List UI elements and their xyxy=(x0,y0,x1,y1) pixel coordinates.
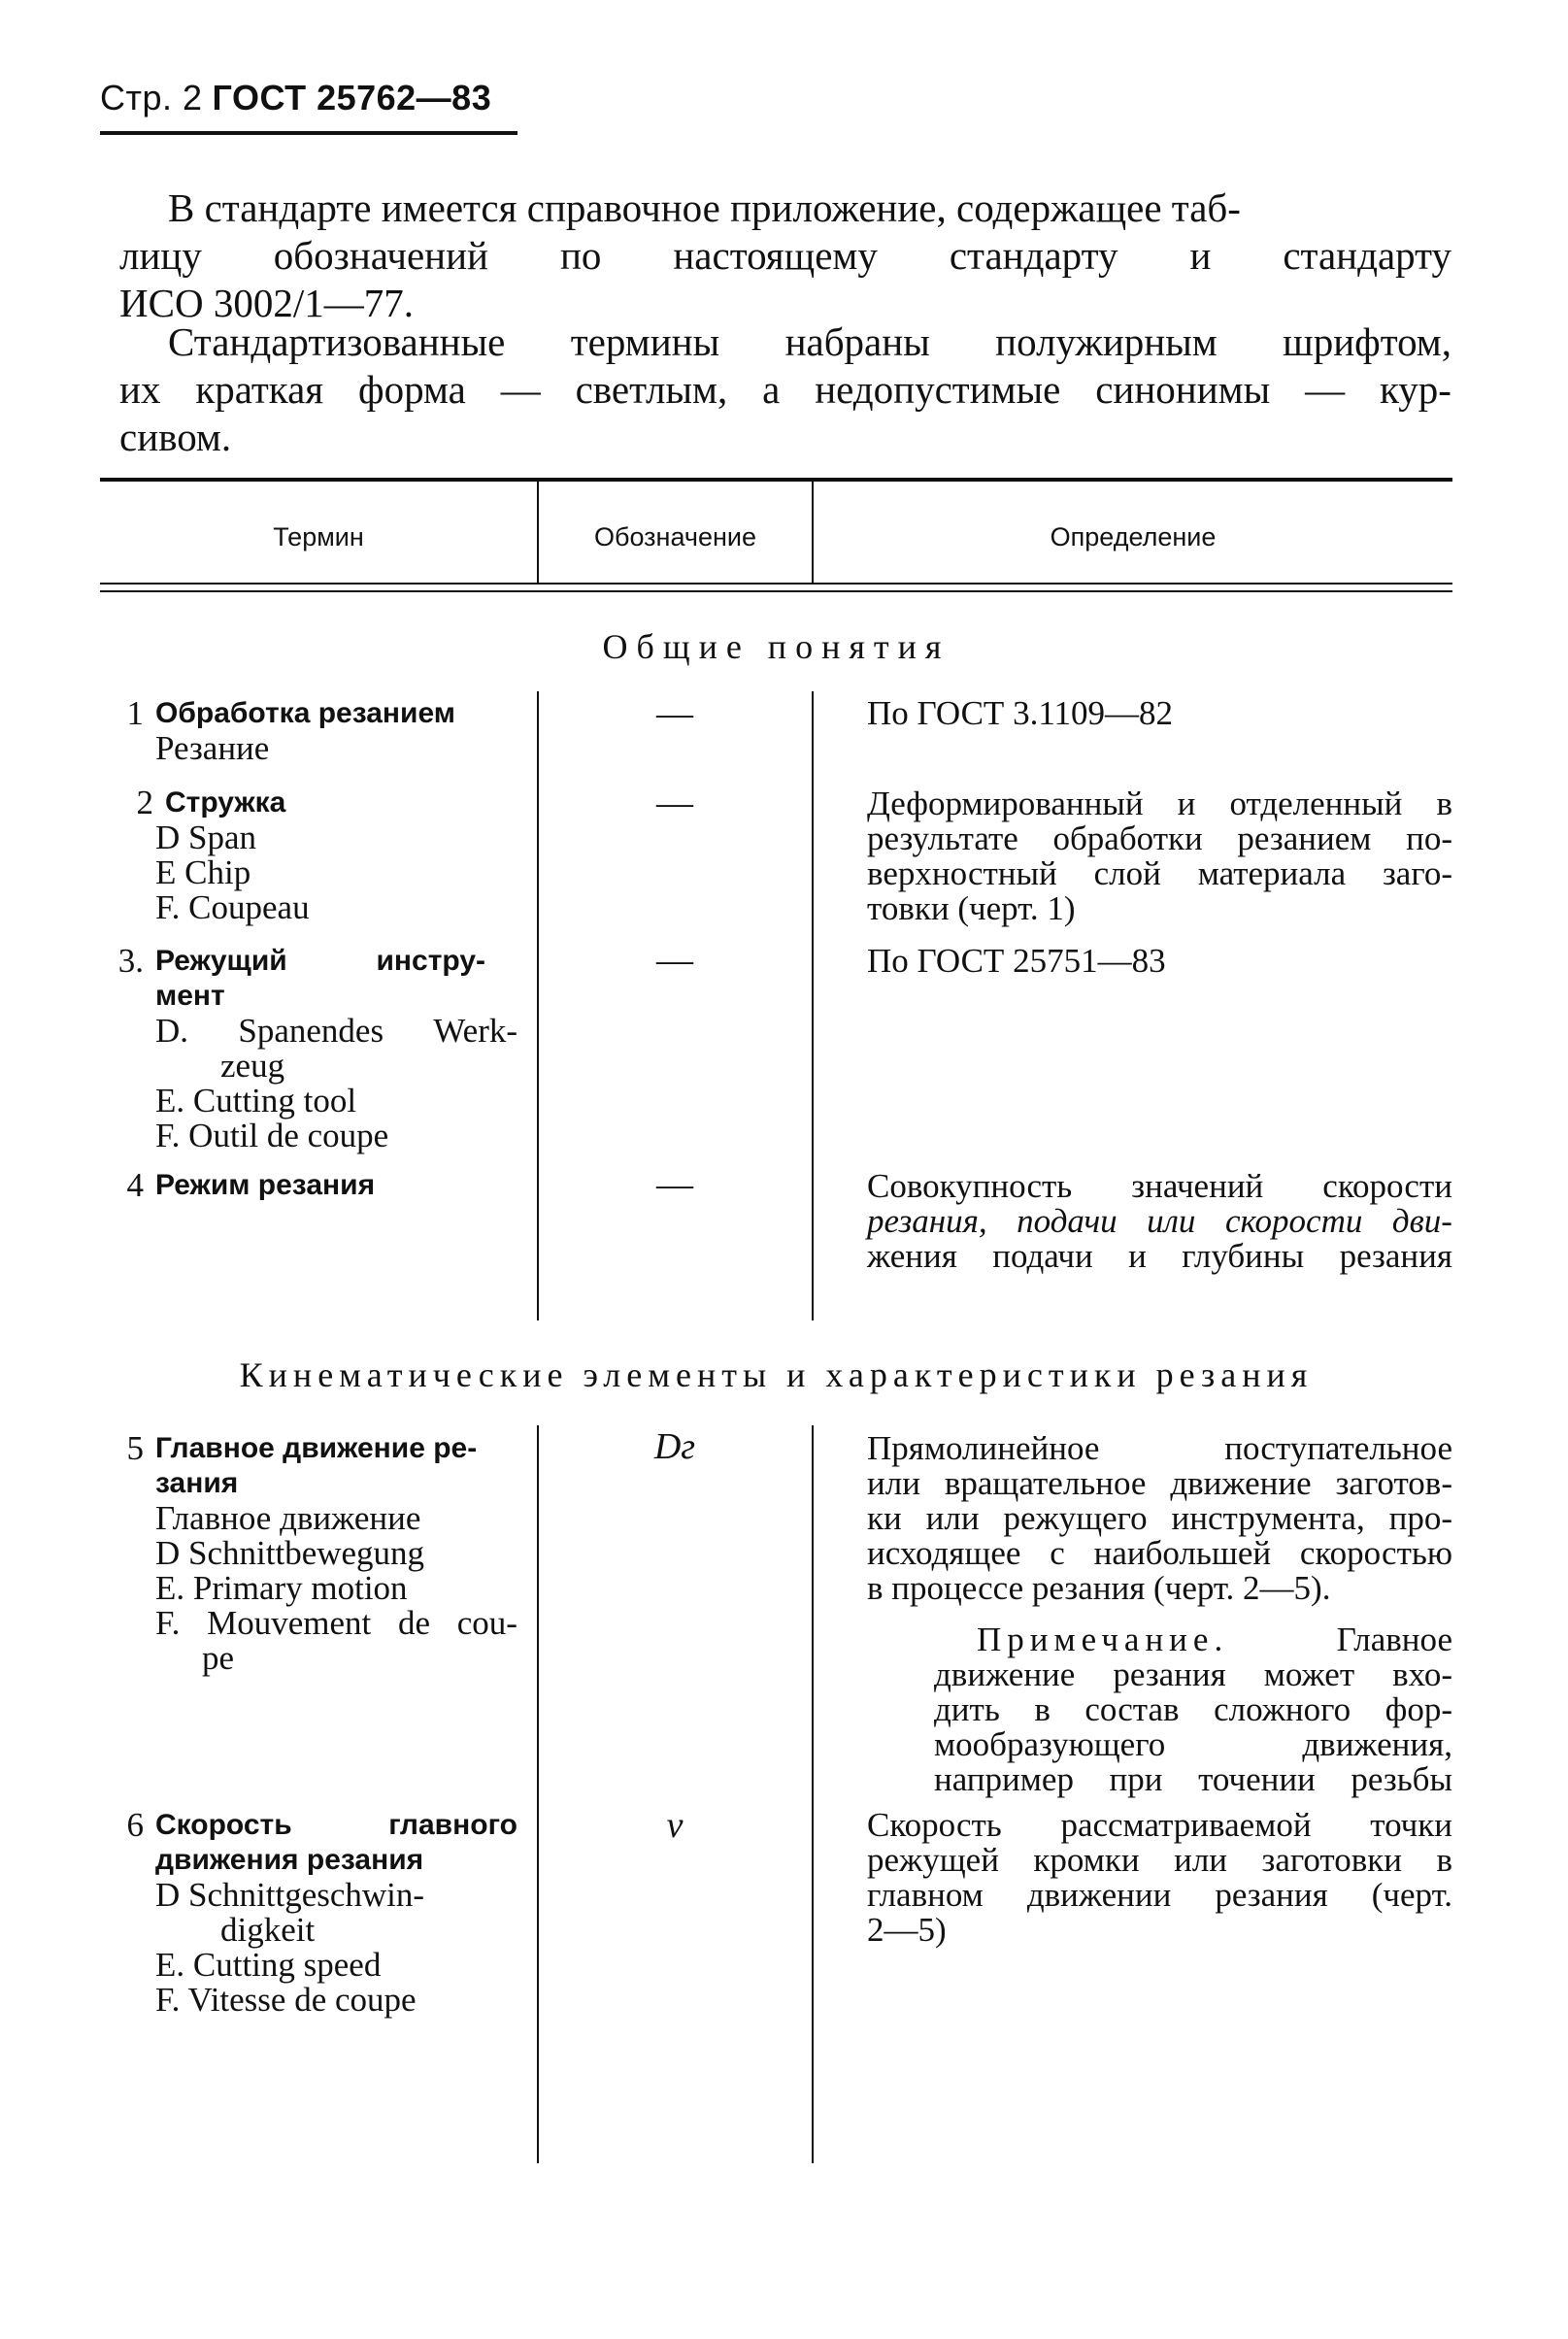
definition-line xyxy=(867,1501,1452,1536)
word: — xyxy=(1305,367,1346,412)
body-divider-1-section1 xyxy=(537,691,539,1320)
term-foreign: F. Outil de coupe xyxy=(155,1117,389,1154)
body-divider-2-section1 xyxy=(812,691,814,1320)
intro-line xyxy=(119,318,1451,366)
definition-line: 2—5) xyxy=(867,1911,947,1949)
word: режущей xyxy=(867,1841,999,1879)
word: фор- xyxy=(1385,1690,1452,1728)
word: лицу xyxy=(119,233,202,278)
term-foreign-cont: pe xyxy=(202,1639,235,1677)
word: Spanendes xyxy=(238,1012,384,1050)
note-line xyxy=(934,1692,1452,1727)
word: Прямолинейное xyxy=(867,1429,1100,1467)
term-synonym: Главное движение xyxy=(155,1499,421,1537)
word: вхо- xyxy=(1392,1655,1452,1693)
term-main xyxy=(155,1808,517,1843)
definition-line xyxy=(867,1843,1452,1878)
word: Mouvement xyxy=(207,1604,372,1642)
note-line xyxy=(934,1727,1452,1762)
word: подачи xyxy=(992,1237,1093,1275)
definition-line xyxy=(867,821,1452,856)
word: с xyxy=(1050,1534,1065,1572)
designation-row-1: — xyxy=(656,693,693,734)
word: про- xyxy=(1388,1499,1452,1537)
table-top-rule xyxy=(100,478,1452,482)
word: скоростью xyxy=(1299,1534,1452,1572)
term-number: 6 xyxy=(126,1806,144,1844)
term-row-2 xyxy=(100,785,517,925)
word: точении xyxy=(1198,1760,1316,1798)
word: верхностный xyxy=(867,854,1057,892)
word: и xyxy=(1189,233,1212,278)
word: дви- xyxy=(1391,1202,1452,1240)
designation-symbol: Dг xyxy=(653,1426,696,1467)
running-head xyxy=(100,78,491,118)
word: инструмента, xyxy=(1171,1499,1365,1537)
term-row-6 xyxy=(100,1808,517,2018)
word: полужирным xyxy=(995,319,1218,364)
term-foreign-cont: zeug xyxy=(220,1047,285,1085)
intro-line xyxy=(119,232,1451,280)
term-foreign: F. Coupeau xyxy=(155,888,310,926)
word: поступательное xyxy=(1224,1429,1452,1467)
word: de xyxy=(398,1604,431,1642)
word: жения xyxy=(867,1237,957,1275)
header-designation: Обозначение xyxy=(594,522,756,551)
word: глубины xyxy=(1182,1237,1305,1275)
term-main-cont: зания xyxy=(155,1467,239,1499)
word: точки xyxy=(1370,1806,1452,1844)
word: результате xyxy=(867,819,1018,857)
word: резанием xyxy=(1237,819,1372,857)
word: главного xyxy=(388,1809,517,1841)
word: материала xyxy=(1197,854,1347,892)
word: недопустимые xyxy=(815,367,1061,412)
word: движение xyxy=(1170,1464,1312,1502)
header-definition: Определение xyxy=(1050,522,1217,551)
word: ки xyxy=(867,1499,902,1537)
word: в xyxy=(1034,1690,1051,1728)
word: Скорость xyxy=(867,1806,1002,1844)
designation-row-5 xyxy=(544,1425,806,1468)
word: обозначений xyxy=(273,233,488,278)
term-foreign: D Schnittgeschwin- xyxy=(155,1876,425,1914)
word: набраны xyxy=(784,319,930,364)
definition-row-5 xyxy=(867,1431,1452,1606)
word: и xyxy=(1177,785,1196,822)
designation-row-4: — xyxy=(656,1164,693,1205)
word: по xyxy=(559,233,602,278)
definition-line xyxy=(867,1169,1452,1204)
word: состав xyxy=(1084,1690,1180,1728)
word: движении xyxy=(1026,1876,1172,1914)
word: резания xyxy=(1215,1876,1328,1914)
word: режущего xyxy=(1003,1499,1148,1537)
word: или xyxy=(925,1499,980,1537)
term-foreign xyxy=(100,1014,517,1049)
definition-line: По ГОСТ 25751—83 xyxy=(867,942,1166,980)
word: обработки xyxy=(1052,819,1203,857)
term-number: 2 xyxy=(136,784,153,821)
word: Режущий xyxy=(155,945,287,977)
word: резания, xyxy=(867,1202,987,1240)
section-title-kinematics: Кинематические элементы и характеристики резания xyxy=(239,1355,1314,1394)
word: форма xyxy=(358,367,466,412)
word: рассматриваемой xyxy=(1060,1806,1312,1844)
word: наибольшей xyxy=(1093,1534,1272,1572)
designation-row-3: — xyxy=(656,940,693,981)
term-foreign xyxy=(100,1606,517,1641)
word: F. xyxy=(155,1604,181,1642)
word: шрифтом, xyxy=(1283,319,1451,364)
word: вращательное xyxy=(944,1464,1147,1502)
word: резьбы xyxy=(1351,1760,1452,1798)
word: слой xyxy=(1093,854,1161,892)
term-row-1 xyxy=(100,696,517,766)
note-line: Главное xyxy=(1336,1621,1452,1658)
term-foreign: D Schnittbewegung xyxy=(155,1534,425,1572)
term-main: Стружка xyxy=(165,786,286,819)
word: исходящее xyxy=(867,1534,1021,1572)
term-number: 3. xyxy=(117,942,144,980)
word: заго- xyxy=(1382,854,1452,892)
word: мообразующего xyxy=(934,1725,1166,1763)
note-label: Примечание. xyxy=(977,1621,1229,1658)
definition-line xyxy=(867,1536,1452,1571)
word: Скорость xyxy=(155,1809,292,1841)
word: скорости xyxy=(1322,1167,1452,1205)
word: краткая xyxy=(195,367,324,412)
definition-row-4 xyxy=(867,1169,1452,1274)
standard-number: ГОСТ 25762—83 xyxy=(212,78,492,117)
intro-line: ИСО 3002/1—77. xyxy=(119,281,414,325)
word: сложного xyxy=(1214,1690,1351,1728)
word: подачи xyxy=(1017,1202,1118,1240)
term-foreign: F. Vitesse de coupe xyxy=(155,1981,417,2019)
definition-line: в процессе резания (черт. 2—5). xyxy=(867,1569,1331,1607)
note-row-5 xyxy=(934,1622,1452,1797)
word: кромки xyxy=(1033,1841,1140,1879)
word: синонимы xyxy=(1095,367,1271,412)
word: может xyxy=(1263,1655,1355,1693)
term-main: Главное движение ре- xyxy=(155,1432,478,1464)
definition-line xyxy=(867,1808,1452,1843)
word: термины xyxy=(570,319,720,364)
definition-row-6 xyxy=(867,1808,1452,1948)
term-foreign: E. Cutting speed xyxy=(155,1946,382,1984)
word: скорости xyxy=(1224,1202,1363,1240)
definition-line: По ГОСТ 3.1109—82 xyxy=(867,694,1174,732)
word: или xyxy=(1174,1841,1228,1879)
definition-line xyxy=(867,1466,1452,1501)
section-title-general: Общие понятия xyxy=(602,627,951,666)
term-row-4 xyxy=(100,1168,517,1203)
word: отделенный xyxy=(1229,785,1403,822)
word: настоящему xyxy=(673,233,878,278)
word: — xyxy=(500,367,541,412)
intro-line: В стандарте имеется справочное приложение, содержащее таб- xyxy=(168,185,1241,230)
definition-line xyxy=(867,856,1452,891)
definition-line: товки (черт. 1) xyxy=(867,889,1076,927)
intro-line: сивом. xyxy=(119,415,232,459)
term-row-5 xyxy=(100,1431,517,1676)
definition-row-1 xyxy=(867,696,1452,731)
word: кур- xyxy=(1379,367,1451,412)
note-line xyxy=(934,1762,1452,1797)
word: заготов- xyxy=(1335,1464,1452,1502)
word: D. xyxy=(155,1012,189,1050)
definition-line-italic xyxy=(867,1204,1452,1239)
designation-row-6: v xyxy=(666,1805,684,1846)
term-number: 5 xyxy=(126,1429,144,1467)
term-row-3 xyxy=(100,944,517,1153)
word: движение xyxy=(934,1655,1076,1693)
word: движения, xyxy=(1302,1725,1452,1763)
word: при xyxy=(1109,1760,1163,1798)
word: в xyxy=(1436,1841,1452,1879)
table-header-rule-2 xyxy=(100,590,1452,592)
term-number: 1 xyxy=(126,694,144,732)
header-term: Термин xyxy=(273,522,364,551)
word: инстру- xyxy=(376,945,485,977)
word: их xyxy=(119,367,161,412)
term-foreign: D Span xyxy=(155,819,257,856)
definition-line xyxy=(867,1431,1452,1466)
word: cou- xyxy=(456,1604,517,1642)
page-number: Стр. 2 xyxy=(100,78,203,117)
word: и xyxy=(1128,1237,1147,1275)
term-main-cont: мент xyxy=(155,980,225,1012)
word: резания xyxy=(1113,1655,1226,1693)
word: или xyxy=(867,1464,920,1502)
word: стандарту xyxy=(1283,233,1451,278)
word: по- xyxy=(1406,819,1452,857)
word: Стандартизованные xyxy=(168,319,506,364)
term-foreign-cont: digkeit xyxy=(220,1911,316,1949)
definition-row-3 xyxy=(867,944,1452,979)
word: например xyxy=(934,1760,1074,1798)
term-foreign: E. Primary motion xyxy=(155,1569,408,1607)
intro-paragraph-2 xyxy=(119,318,1451,461)
word: главном xyxy=(867,1876,984,1914)
word: Деформированный xyxy=(867,785,1144,822)
definition-row-2 xyxy=(867,786,1452,926)
word: стандарту xyxy=(949,233,1118,278)
word: Werk- xyxy=(433,1012,517,1050)
intro-line xyxy=(119,366,1451,414)
header-rule xyxy=(100,131,517,135)
body-divider-2-section2 xyxy=(812,1425,814,2163)
intro-paragraph-1 xyxy=(119,184,1451,327)
table-header-rule-1 xyxy=(100,583,1452,585)
term-synonym: Резание xyxy=(155,729,270,767)
word: дить xyxy=(934,1690,1000,1728)
body-divider-1-section2 xyxy=(537,1425,539,2163)
note-line xyxy=(934,1657,1452,1692)
designation-row-2: — xyxy=(656,783,693,823)
definition-line xyxy=(867,1878,1452,1913)
word: резания xyxy=(1339,1237,1452,1275)
word: светлым, xyxy=(575,367,728,412)
definition-line xyxy=(867,1239,1452,1274)
word: в xyxy=(1436,785,1452,822)
word: или xyxy=(1147,1202,1196,1240)
word: Совокупность xyxy=(867,1167,1073,1205)
word: заготовки xyxy=(1261,1841,1402,1879)
word: а xyxy=(762,367,781,412)
term-foreign: E. Cutting tool xyxy=(155,1082,357,1119)
term-main xyxy=(155,944,485,979)
term-main-cont: движения резания xyxy=(155,1844,424,1876)
definition-line xyxy=(867,786,1452,821)
term-foreign: E Chip xyxy=(155,853,251,891)
word: (черт. xyxy=(1371,1876,1452,1914)
term-main: Обработка резанием xyxy=(155,697,455,729)
term-main: Режим резания xyxy=(155,1169,376,1201)
term-number: 4 xyxy=(126,1166,144,1204)
word: значений xyxy=(1131,1167,1264,1205)
